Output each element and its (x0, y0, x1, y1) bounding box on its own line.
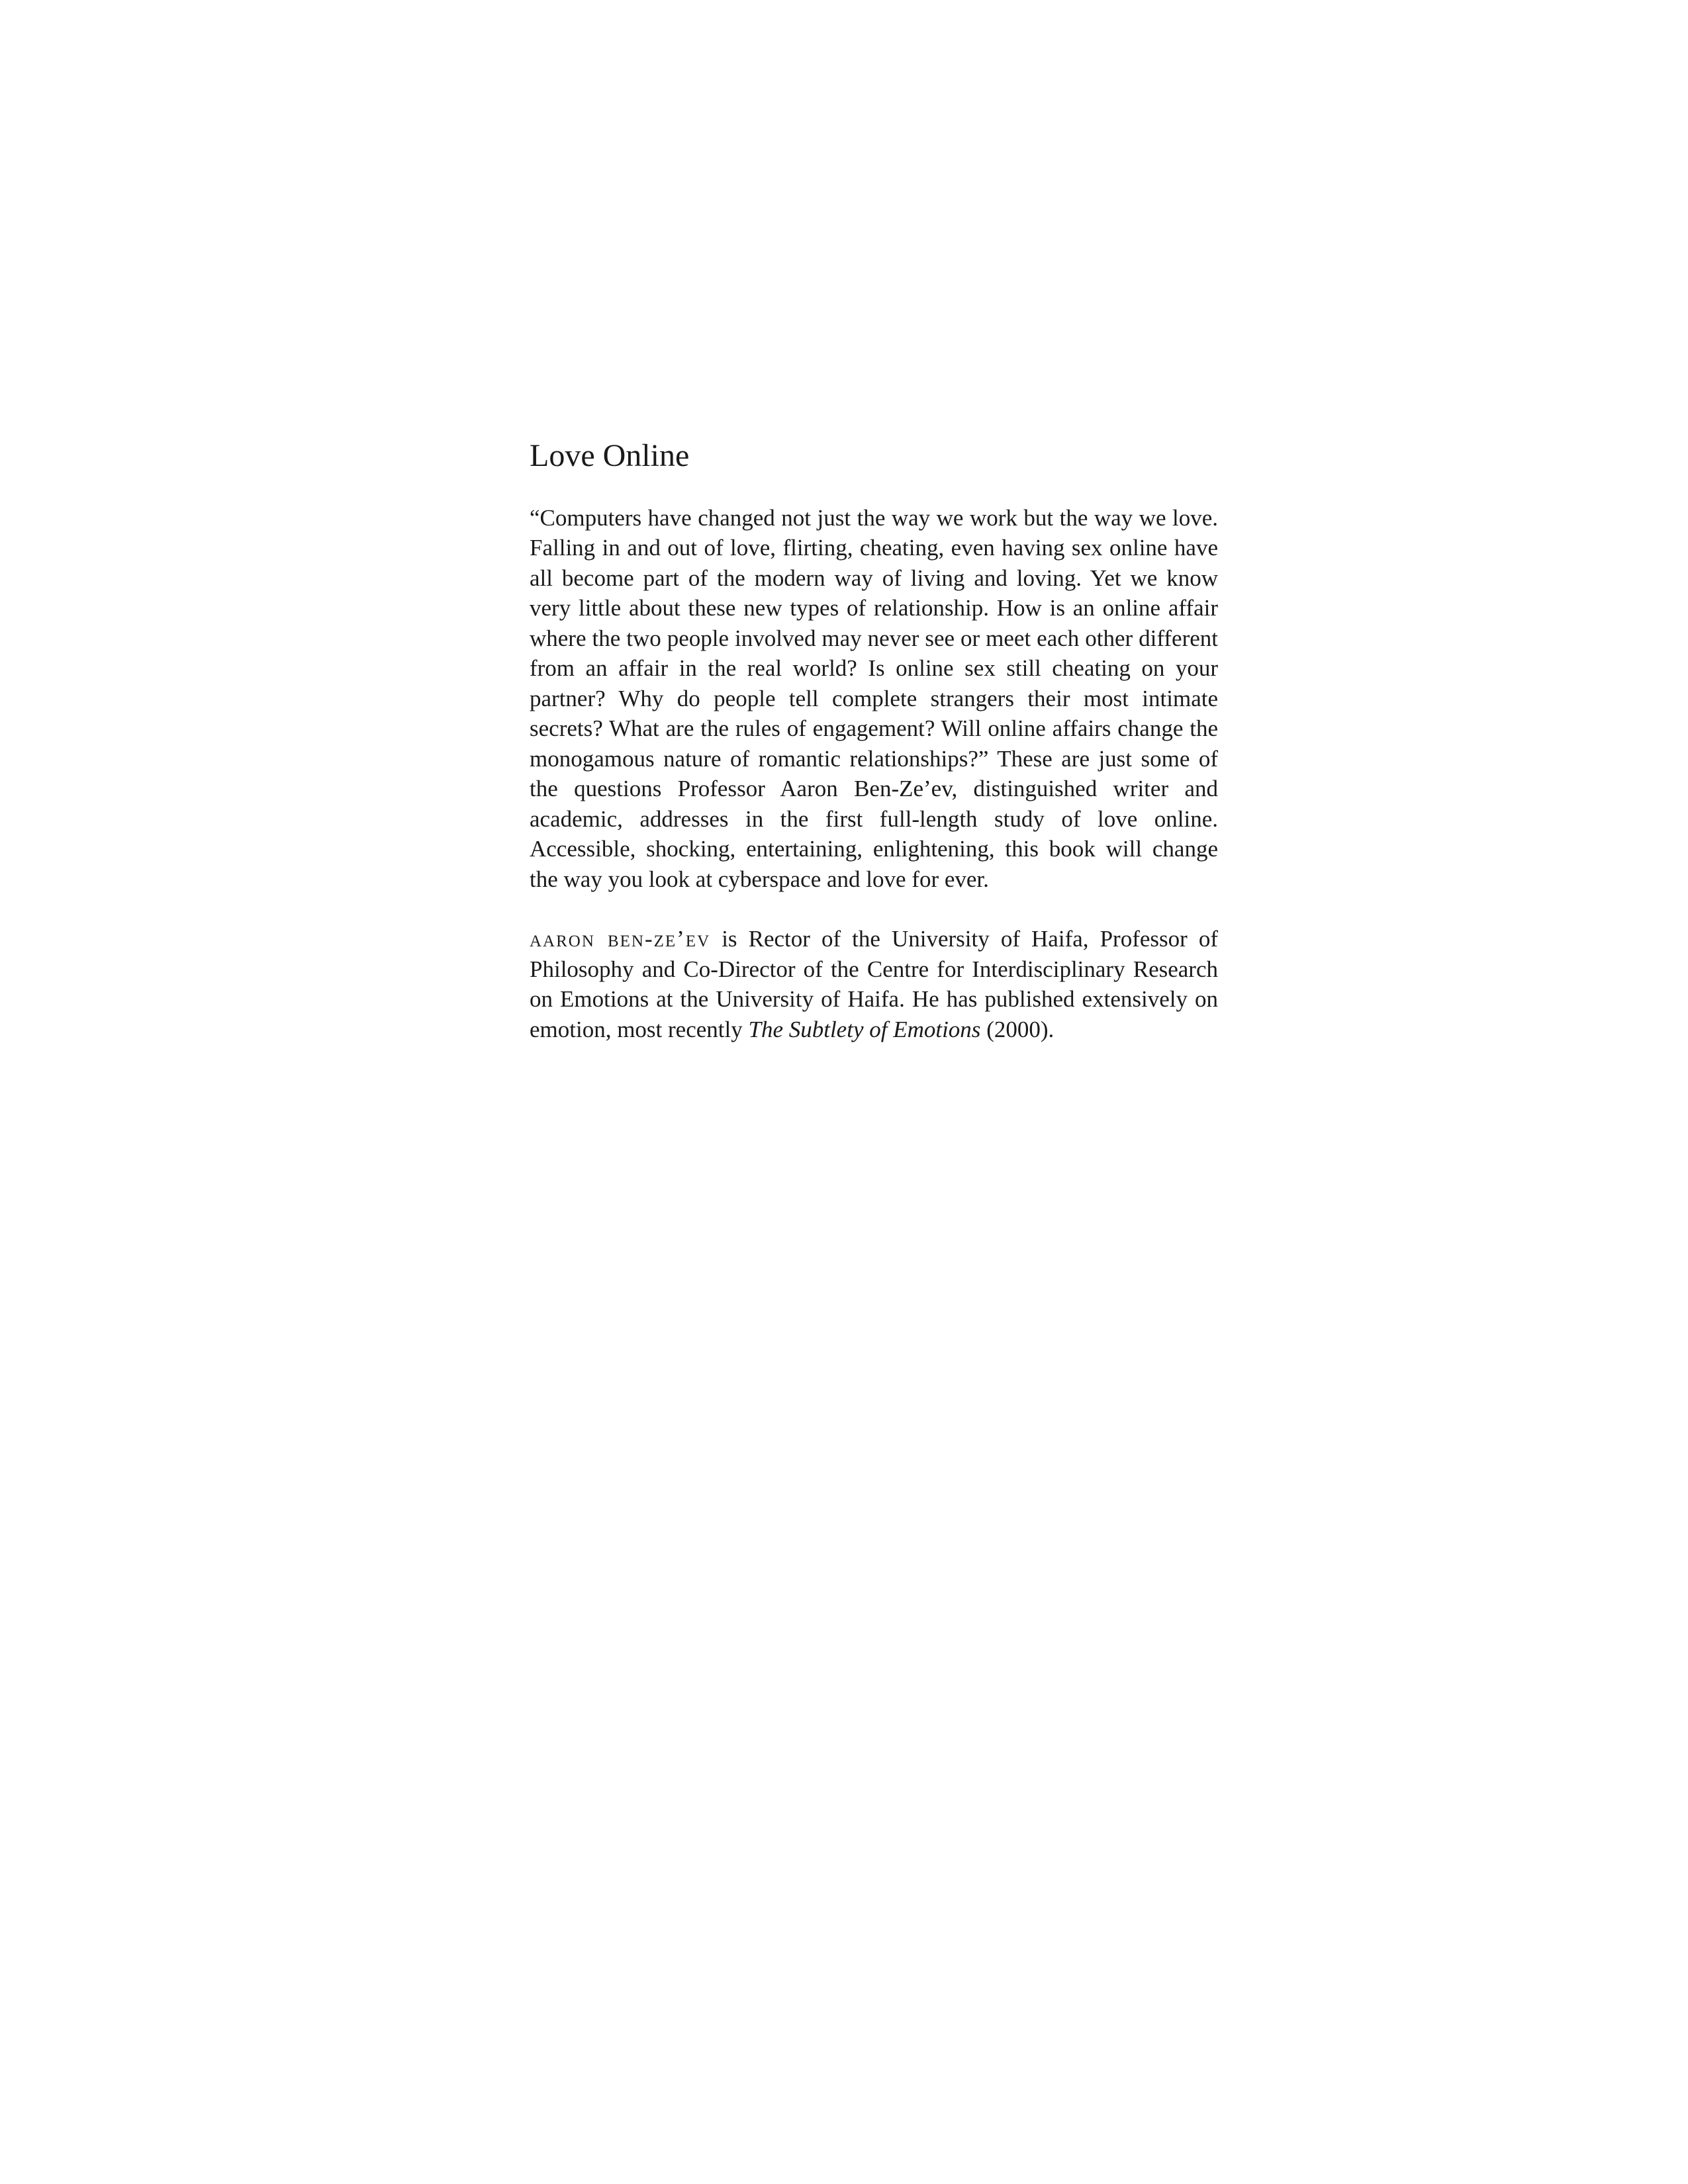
author-name: aaron ben-ze’ev (530, 926, 711, 952)
bio-text: is Rector of the University of Haifa, Professor of Philosophy and Co-Director of the Centre for Interdisciplinary Research on Emotions at the University of Haifa. He has published extensively on emotion, most recently (530, 926, 1218, 1042)
previous-book-title: The Subtlety of Emotions (748, 1016, 981, 1042)
bio-text-end: (2000). (980, 1016, 1055, 1042)
book-blurb: “Computers have changed not just the way we work but the way we love. Falling in and out of love, flirting, cheating, even having sex online have all become part of the modern way of living and loving. Yet we know very little about these new types of relationship. How is an online affair where the two people involved may never see or meet each other different from an affair in the real world? Is online sex still cheating on your partner? Why do people tell complete strangers their most intimate secrets? What are the rules of engagement? Will online affairs change the monogamous nature of romantic relationships?” These are just some of the questions Professor Aaron Ben-Ze’ev, distinguished writer and academic, addresses in the first full-length study of love online. Accessible, shocking, entertaining, enlightening, this book will change the way you look at cyberspace and love for ever. (530, 504, 1218, 892)
page-title: Love Online (530, 438, 690, 473)
text-block (530, 437, 1218, 1074)
author-bio (530, 924, 1218, 1044)
